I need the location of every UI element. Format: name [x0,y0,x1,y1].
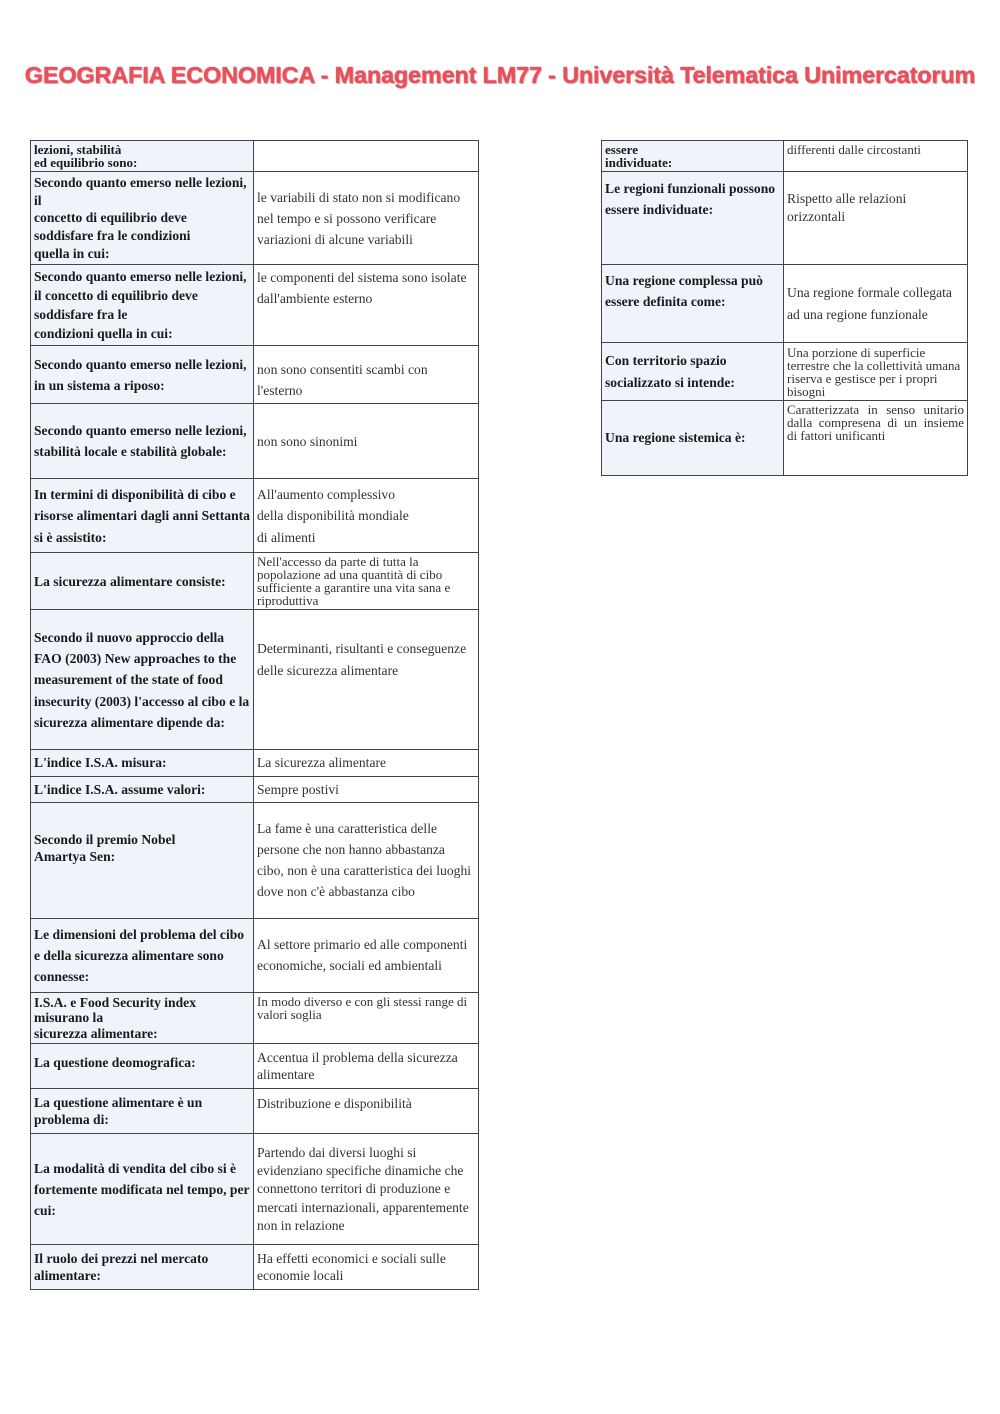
answer-cell: All'aumento complessivo della disponibilità mondiale di alimenti [254,479,479,553]
question-cell: Secondo quanto emerso nelle lezioni, il concetto di equilibrio deve soddisfare fra le condizioni quella in cui: [31,265,254,346]
answer-cell: Nell'accesso da parte di tutta la popolazione ad una quantità di cibo sufficiente a garantire una vita sana e riproduttiva [254,553,479,610]
answer-cell: Accentua il problema della sicurezza alimentare [254,1044,479,1089]
question-cell: Secondo quanto emerso nelle lezioni, in un sistema a riposo: [31,346,254,404]
question-cell: essere individuate: [602,141,784,172]
answer-cell: le componenti del sistema sono isolate dall'ambiente esterno [254,265,479,346]
question-cell: L'indice I.S.A. assume valori: [31,776,254,802]
question-cell: Secondo il nuovo approccio della FAO (2003) New approaches to the measurement of the state of food insecurity (2003) l'accesso al cibo e la sicurezza alimentare dipende da: [31,610,254,750]
answer-cell: Sempre postivi [254,776,479,802]
answer-cell: Ha effetti economici e sociali sulle economie locali [254,1245,479,1290]
table-row [31,610,479,750]
question-cell: Con territorio spazio socializzato si intende: [602,343,784,401]
table-row [602,141,968,172]
question-cell: La modalità di vendita del cibo si è fortemente modificata nel tempo, per cui: [31,1134,254,1245]
question-cell: Le regioni funzionali possono essere individuate: [602,172,784,265]
table-row [602,343,968,401]
answer-cell: Una porzione di superficie terrestre che la collettività umana riserva e gestisce per i propri bisogni [784,343,968,401]
table-row [602,172,968,265]
answer-cell: Determinanti, risultanti e conseguenze delle sicurezza alimentare [254,610,479,750]
question-cell: Le dimensioni del problema del cibo e della sicurezza alimentare sono connesse: [31,918,254,992]
table-row [31,346,479,404]
answer-cell: differenti dalle circostanti [784,141,968,172]
question-cell: lezioni, stabilità ed equilibrio sono: [31,141,254,172]
answer-cell: Rispetto alle relazioni orizzontali [784,172,968,265]
answer-cell: In modo diverso e con gli stessi range di valori soglia [254,992,479,1044]
question-cell: L'indice I.S.A. misura: [31,750,254,776]
table-row [31,1134,479,1245]
answer-cell: Partendo dai diversi luoghi si evidenziano specifiche dinamiche che connettono territori di produzione e mercati internazionali, apparentemente non in relazione [254,1134,479,1245]
table-row [31,1245,479,1290]
table-row [31,1089,479,1134]
answer-cell: non sono sinonimi [254,404,479,479]
question-cell: Una regione complessa può essere definita come: [602,265,784,343]
table-row [31,141,479,172]
left-qa-table [30,140,479,1290]
answer-cell [254,141,479,172]
question-cell: La questione alimentare è un problema di: [31,1089,254,1134]
table-row [31,172,479,265]
table-row [31,992,479,1044]
question-cell: Secondo quanto emerso nelle lezioni, il concetto di equilibrio deve soddisfare fra le condizioni quella in cui: [31,172,254,265]
answer-cell: La sicurezza alimentare [254,750,479,776]
question-cell: Secondo il premio Nobel Amartya Sen: [31,802,254,918]
answer-cell: le variabili di stato non si modificano nel tempo e si possono verificare variazioni di alcune variabili [254,172,479,265]
question-cell: Secondo quanto emerso nelle lezioni, stabilità locale e stabilità globale: [31,404,254,479]
page-title: GEOGRAFIA ECONOMICA - Management LM77 - Università Telematica Unimercatorum [24,62,976,88]
table-row [602,265,968,343]
right-qa-table [601,140,968,476]
table-row [31,265,479,346]
answer-cell: Caratterizzata in senso unitario dalla compresena di un insieme di fattori unificanti [784,401,968,476]
table-row [31,776,479,802]
answer-cell: Una regione formale collegata ad una regione funzionale [784,265,968,343]
question-cell: Una regione sistemica è: [602,401,784,476]
answer-cell: Distribuzione e disponibilità [254,1089,479,1134]
question-cell: Il ruolo dei prezzi nel mercato alimentare: [31,1245,254,1290]
table-row [31,750,479,776]
table-row [31,1044,479,1089]
table-row [31,802,479,918]
answer-cell: Al settore primario ed alle componenti economiche, sociali ed ambientali [254,918,479,992]
question-cell: La questione deomografica: [31,1044,254,1089]
table-row [602,401,968,476]
answer-cell: La fame è una caratteristica delle persone che non hanno abbastanza cibo, non è una caratteristica dei luoghi dove non c'è abbastanza cibo [254,802,479,918]
table-row [31,404,479,479]
table-row [31,553,479,610]
question-cell: La sicurezza alimentare consiste: [31,553,254,610]
table-row [31,918,479,992]
question-cell: I.S.A. e Food Security index misurano la sicurezza alimentare: [31,992,254,1044]
question-cell: In termini di disponibilità di cibo e risorse alimentari dagli anni Settanta si è assistito: [31,479,254,553]
table-row [31,479,479,553]
answer-cell: non sono consentiti scambi con l'esterno [254,346,479,404]
